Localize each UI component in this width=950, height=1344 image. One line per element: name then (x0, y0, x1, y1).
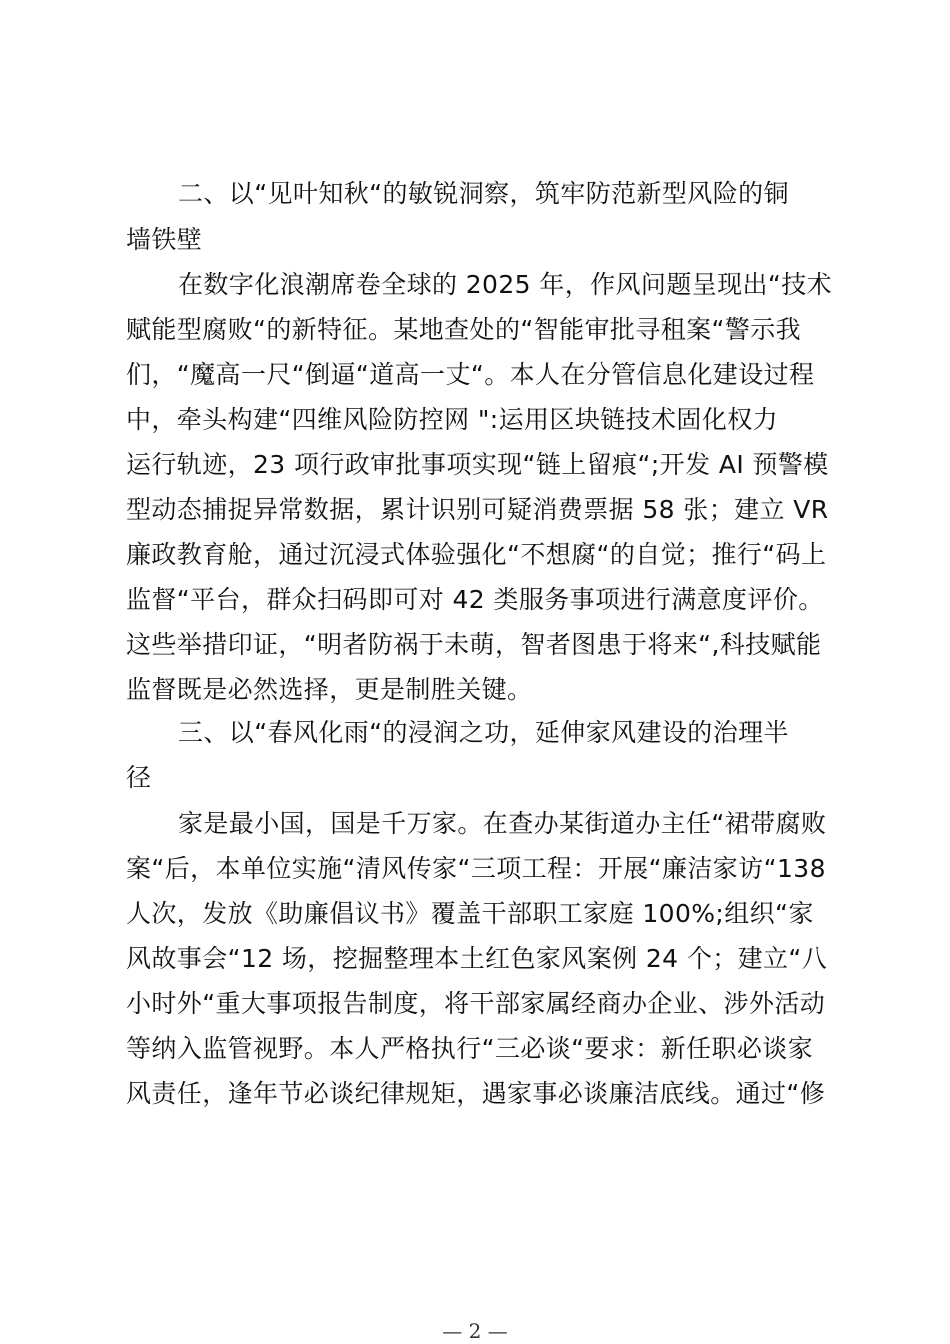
paragraph-2-line-7: 廉政教育舱，通过沉浸式体验强化“不想腐“的自觉；推行“码上 (126, 540, 827, 569)
paragraph-3-line-3: 人次，发放《助廉倡议书》覆盖干部职工家庭 100%;组织“家 (126, 899, 814, 928)
paragraph-3-line-1: 家是最小国，国是千万家。在查办某街道办主任“裙带腐败 (178, 809, 827, 838)
paragraph-2-line-6: 型动态捕捉异常数据，累计识别可疑消费票据 58 张；建立 VR (126, 495, 829, 524)
page-number: — 2 — (442, 1319, 508, 1343)
paragraph-2-line-3: 们，“魔高一尺“倒逼“道高一丈“。本人在分管信息化建设过程 (126, 360, 815, 389)
paragraph-3-line-4: 风故事会“12 场，挖掘整理本土红色家风案例 24 个；建立“八 (126, 944, 828, 973)
section-heading-2-line-2: 墙铁壁 (126, 225, 203, 254)
paragraph-2-line-10: 监督既是必然选择，更是制胜关键。 (126, 675, 533, 704)
section-heading-2-line-1: 二、以“见叶知秋“的敏锐洞察，筑牢防范新型风险的铜 (178, 179, 789, 208)
section-heading-3-line-2: 径 (126, 763, 152, 792)
paragraph-2-line-5: 运行轨迹，23 项行政审批事项实现“链上留痕“;开发 AI 预警模 (126, 450, 829, 479)
paragraph-3-line-2: 案“后，本单位实施“清风传家“三项工程：开展“廉洁家访“138 (126, 854, 826, 883)
paragraph-2-line-9: 这些举措印证，“明者防祸于未萌，智者图患于将来“,科技赋能 (126, 630, 822, 659)
paragraph-2-line-1: 在数字化浪潮席卷全球的 2025 年，作风问题呈现出“技术 (178, 270, 833, 299)
paragraph-3-line-7: 风责任，逢年节必谈纪律规矩，遇家事必谈廉洁底线。通过“修 (126, 1079, 826, 1108)
paragraph-3-line-5: 小时外“重大事项报告制度，将干部家属经商办企业、涉外活动 (126, 989, 826, 1018)
paragraph-2-line-2: 赋能型腐败“的新特征。某地查处的“智能审批寻租案“警示我 (126, 315, 802, 344)
paragraph-2-line-8: 监督“平台，群众扫码即可对 42 类服务事项进行满意度评价。 (126, 585, 824, 614)
paragraph-2-line-4: 中，牵头构建“四维风险防控网 ":运用区块链技术固化权力 (126, 405, 779, 434)
section-heading-3-line-1: 三、以“春风化雨“的浸润之功，延伸家风建设的治理半 (178, 718, 789, 747)
paragraph-3-line-6: 等纳入监管视野。本人严格执行“三必谈“要求：新任职必谈家 (126, 1034, 814, 1063)
